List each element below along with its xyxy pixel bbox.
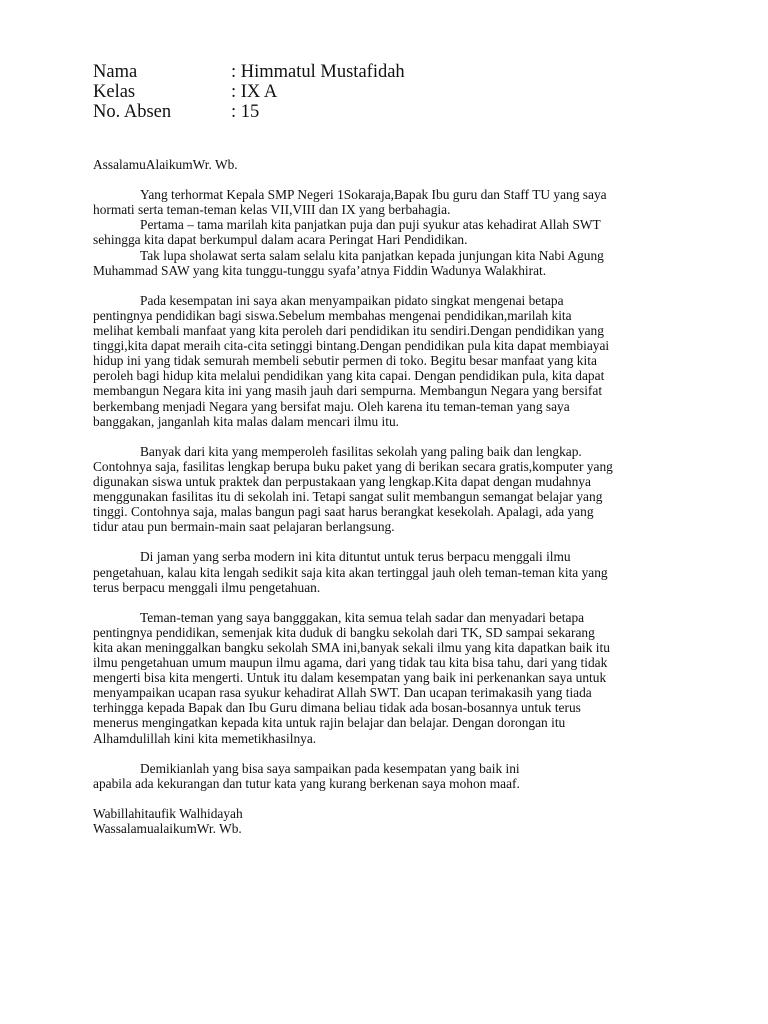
paragraph-line: berkembang menjadi Negara yang bersifat maju. Oleh karena itu teman-teman yang saya: [93, 398, 570, 414]
paragraph-line: Pada kesempatan ini saya akan menyampaikan pidato singkat mengenai betapa: [140, 292, 564, 308]
paragraph-line: melihat kembali manfaat yang kita peroleh dari pendidikan itu sendiri.Dengan pendidikan yang: [93, 323, 604, 339]
absence-number-row: [93, 102, 693, 122]
paragraph-school-facilities: [93, 444, 713, 535]
paragraph-line: mengerti bisa kita mengerti. Untuk itu dalam kesempatan yang baik ini perkenankan saya untuk: [93, 670, 607, 686]
paragraph-line: terhingga kepada Bapak dan Ibu Guru dimana beliau tidak ada bosan-bosannya untuk terus: [93, 700, 581, 716]
speech-body: [93, 157, 713, 836]
paragraph-line: apabila ada kekurangan dan tutur kata yang kurang berkenan saya mohon maaf.: [93, 775, 520, 791]
paragraph-gratitude: [93, 610, 713, 746]
paragraph-line: Muhammad SAW yang kita tunggu-tunggu syafa’atnya Fiddin Wadunya Walakhirat.: [93, 262, 547, 278]
paragraph-line: tidur atau pun bermain-main saat pelajaran berlangsung.: [93, 519, 395, 535]
name-label: Nama: [93, 62, 138, 82]
paragraph-gap: [93, 791, 713, 806]
paragraph-line: Di jaman yang serba modern ini kita dituntut untuk terus berpacu menggali ilmu: [140, 549, 571, 565]
paragraph-line: terus berpacu menggali ilmu pengetahuan.: [93, 579, 321, 595]
paragraph-gap: [93, 746, 713, 761]
name-row: [93, 62, 693, 82]
closing-line: Wabillahitaufik Walhidayah: [93, 806, 243, 822]
paragraph-line: Pertama – tama marilah kita panjatkan puja dan puji syukur atas kehadirat Allah SWT: [140, 217, 601, 233]
paragraph-education-benefits: [93, 293, 713, 429]
paragraph-line: pentingnya pendidikan bagi siswa.Sebelum membahas mengenai pendidikan,marilah kita: [93, 307, 572, 323]
paragraph-line: ilmu pengetahuan umum maupun ilmu agama, dari yang tidak tau kita bisa tahu, dari yang tidak: [93, 655, 608, 671]
name-value: : Himmatul Mustafidah: [231, 62, 405, 82]
paragraph-line: banggakan, janganlah kita malas dalam mencari ilmu itu.: [93, 413, 400, 429]
paragraph-gap: [93, 172, 713, 187]
paragraph-line: sehingga kita dapat berkumpul dalam acara Peringat Hari Pendidikan.: [93, 232, 468, 248]
paragraph-gap: [93, 534, 713, 549]
paragraph-line: hormati serta teman-teman kelas VII,VIII dan IX yang berbahagia.: [93, 202, 451, 218]
absence-number-value: : 15: [231, 102, 260, 122]
paragraph-line: membangun Negara kita ini yang masih jauh dari sempurna. Membangun Negara yang bersifat: [93, 383, 603, 399]
paragraph-line: Contohnya saja, fasilitas lengkap berupa buku paket yang di berikan secara gratis,komputer yang: [93, 458, 613, 474]
paragraph-line: tinggi,kita dapat meraih cita-cita setinggi bintang.Dengan pendidikan pula kita dapat membiayai: [93, 338, 610, 354]
paragraph-line: Yang terhormat Kepala SMP Negeri 1Sokaraja,Bapak Ibu guru dan Staff TU yang saya: [140, 187, 607, 203]
closing: [93, 806, 713, 836]
closing-line: WassalamualaikumWr. Wb.: [93, 821, 242, 837]
paragraph-line: pengetahuan, kalau kita lengah sedikit saja kita akan tertinggal jauh oleh teman-teman kita yang: [93, 564, 608, 580]
paragraph-line: tinggi. Contohnya saja, malas bangun pagi saat harus berangkat kesekolah. Apalagi, ada yang: [93, 504, 594, 520]
paragraph-line: Banyak dari kita yang memperoleh fasilitas sekolah yang paling baik dan lengkap.: [140, 443, 582, 459]
paragraph-line: Demikianlah yang bisa saya sampaikan pada kesempatan yang baik ini: [140, 760, 520, 776]
paragraph-opening: [93, 187, 713, 278]
student-info-header: [93, 62, 693, 122]
paragraph-line: menggunakan fasilitas itu di sekolah ini. Tetapi sangat sulit membangun semangat belajar yang: [93, 489, 603, 505]
paragraph-line: hidup ini yang tidak semurah membeli sebutir permen di toko. Begitu besar manfaat yang kita: [93, 353, 597, 369]
class-value: : IX A: [231, 82, 278, 102]
paragraph-gap: [93, 278, 713, 293]
paragraph-line: pentingnya pendidikan, semenjak kita duduk di bangku sekolah dari TK, SD sampai sekarang: [93, 624, 595, 640]
paragraph-line: peroleh bagi hidup kita melalui pendidikan yang kita capai. Dengan pendidikan pula, kita dapat: [93, 368, 605, 384]
greeting: AssalamuAlaikumWr. Wb.: [93, 157, 238, 172]
paragraph-conclusion: [93, 761, 713, 791]
paragraph-line: digunakan siswa untuk praktek dan perpustakaan yang lengkap.Kita dapat dengan mudahnya: [93, 473, 591, 489]
paragraph-line: Tak lupa sholawat serta salam selalu kita panjatkan kepada junjungan kita Nabi Agung: [140, 247, 604, 263]
paragraph-modern-era: [93, 549, 713, 594]
paragraph-gap: [93, 595, 713, 610]
class-row: [93, 82, 693, 102]
paragraph-line: Teman-teman yang saya bangggakan, kita semua telah sadar dan menyadari betapa: [140, 609, 585, 625]
paragraph-line: kita akan meninggalkan bangku sekolah SMA ini,banyak sekali ilmu yang kita dapatkan baik itu: [93, 640, 610, 655]
paragraph-line: menyampaikan ucapan rasa syukur kehadirat Allah SWT. Dan ucapan terimakasih yang tiada: [93, 685, 592, 701]
paragraph-line: menerus mengingatkan kepada kita untuk rajin belajar dan belajar. Dengan dorongan itu: [93, 715, 566, 731]
paragraph-gap: [93, 429, 713, 444]
class-label: Kelas: [93, 82, 136, 102]
paragraph-line: Alhamdulillah kini kita memetikhasilnya.: [93, 730, 317, 746]
absence-number-label: No. Absen: [93, 102, 172, 122]
